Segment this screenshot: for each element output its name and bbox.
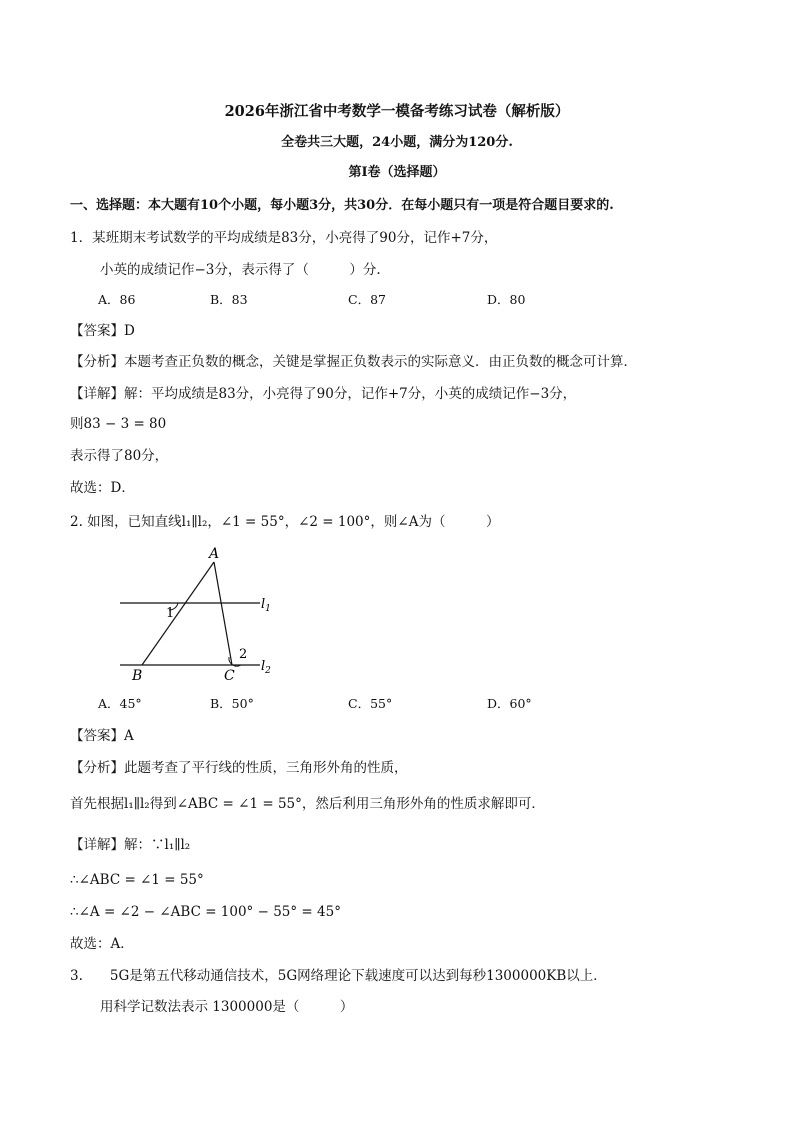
question-1-step-1: 则83 − 3 = 80 [70,416,167,432]
page-title: 2026年浙江省中考数学一模备考练习试卷（解析版） [224,103,570,120]
question-1-detail: 【详解】解：平均成绩是83分，小亮得了90分，记作+7分，小英的成绩记作−3分， [70,386,577,402]
side-ac [214,562,232,665]
question-3-stem-continued: 用科学记数法表示 1300000是（ ） [100,999,354,1015]
question-1-option-d: D．80 [487,292,526,307]
line-l2-label: $l_2$ [261,659,271,676]
question-1-analysis: 【分析】本题考查正负数的概念，关键是掌握正负数表示的实际意义．由正负数的概念可计算． [70,354,637,370]
point-b-label: B [132,668,143,684]
question-2-step-1: ∴∠ABC = ∠1 = 55° [70,872,204,888]
point-c-label: C [224,668,235,684]
angle-2-label: 2 [239,647,248,662]
question-2-option-a: A．45° [98,696,142,711]
section-instruction: 一、选择题：本大题有10个小题，每小题3分，共30分．在每小题只有一项是符合题目要求的. [70,198,614,213]
question-1-option-a: A．86 [98,292,136,307]
question-1-option-c: C．87 [348,292,386,307]
question-2-choice: 故选：A． [70,936,134,952]
point-a-label: A [209,546,220,562]
question-2-detail: 【详解】解：∵l₁∥l₂ [70,837,191,853]
angle-1-label: 1 [166,606,175,621]
question-2-analysis-continued: 首先根据l₁∥l₂得到∠ABC = ∠1 = 55°，然后利用三角形外角的性质求解即可． [70,796,545,812]
question-1-stem-continued: 小英的成绩记作−3分，表示得了（ ）分. [100,262,381,278]
question-2-option-c: C．55° [348,696,393,711]
question-1-choice: 故选：D． [70,480,135,496]
question-1-option-b: B．83 [210,292,248,307]
volume-heading: 第Ⅰ卷（选择题） [348,165,446,180]
question-1-answer: 【答案】D [70,323,135,339]
question-2-stem: 2. 如图，已知直线l₁∥l₂，∠1 = 55°，∠2 = 100°，则∠A为（ ） [70,514,500,530]
question-1-stem: 1．某班期末考试数学的平均成绩是83分，小亮得了90分，记作+7分， [70,230,498,246]
question-2-step-2: ∴∠A = ∠2 − ∠ABC = 100° − 55° = 45° [70,904,341,920]
exam-subtitle: 全卷共三大题，24小题，满分为120分. [281,135,513,150]
question-2-option-d: D．60° [487,696,532,711]
question-2-option-b: B．50° [210,696,254,711]
question-2-answer: 【答案】A [70,728,134,744]
question-2-analysis: 【分析】此题考查了平行线的性质，三角形外角的性质， [70,760,408,776]
question-2-figure [110,540,280,685]
side-ab [142,562,214,665]
question-1-step-2: 表示得了80分， [70,448,169,464]
question-3-stem: 3. 5G是第五代移动通信技术，5G网络理论下载速度可以达到每秒1300000KB以上． [70,968,607,984]
line-l1-label: $l_1$ [261,597,271,614]
